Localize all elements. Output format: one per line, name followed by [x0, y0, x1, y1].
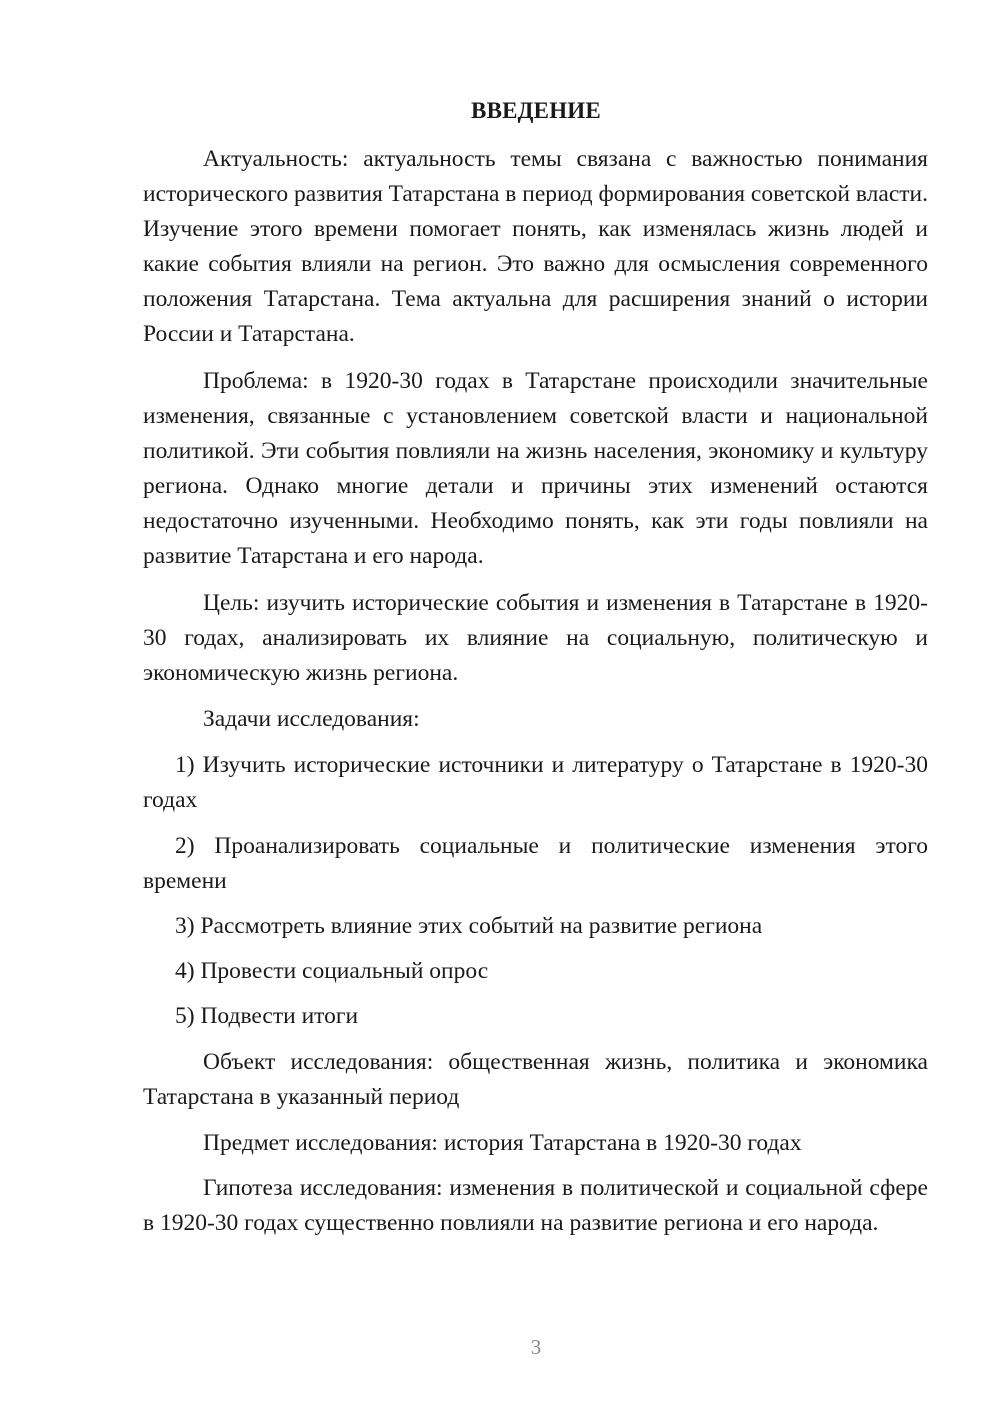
page-number: 3: [530, 1335, 542, 1359]
paragraph-goal: Цель: изучить исторические события и изменения в Татарстане в 1920-30 годах, анализировать их влияние на социальную, политическую и экономическую жизнь региона.: [143, 590, 928, 686]
paragraph-relevance: Актуальность: актуальность темы связана с важностью понимания исторического развития Татарстана в период формирования советской власти. Изучение этого времени помогает понять, как изменялась жизнь людей и какие события влияли на регион. Это важно для осмысления современного положения Татарстана. Тема актуальна для расширения знаний о истории России и Татарстана.: [143, 146, 928, 347]
tasks-heading: Задачи исследования:: [203, 706, 420, 732]
paragraph-subject: Предмет исследования: история Татарстана в 1920-30 годах: [203, 1130, 802, 1156]
paragraph-hypothesis: Гипотеза исследования: изменения в политической и социальной сфере в 1920-30 годах существенно повлияли на развитие региона и его народа.: [143, 1175, 928, 1236]
task-item-3: 3) Рассмотреть влияние этих событий на развитие региона: [175, 913, 763, 939]
paragraph-object: Объект исследования: общественная жизнь, политика и экономика Татарстана в указанный период: [143, 1049, 928, 1110]
task-item-5: 5) Подвести итоги: [175, 1003, 359, 1029]
page-title: ВВЕДЕНИЕ: [471, 98, 601, 123]
paragraph-problem: Проблема: в 1920-30 годах в Татарстане происходили значительные изменения, связанные с установлением советской власти и национальной политикой. Эти события повлияли на жизнь населения, экономику и культуру региона. Однако многие детали и причины этих изменений остаются недостаточно изученными. Необходимо понять, как эти годы повлияли на развитие Татарстана и его народа.: [143, 368, 928, 569]
task-item-2: 2) Проанализировать социальные и политические изменения этого времени: [143, 833, 928, 894]
task-item-4: 4) Провести социальный опрос: [175, 958, 489, 984]
task-item-1: 1) Изучить исторические источники и литературу о Татарстане в 1920-30 годах: [143, 752, 928, 813]
